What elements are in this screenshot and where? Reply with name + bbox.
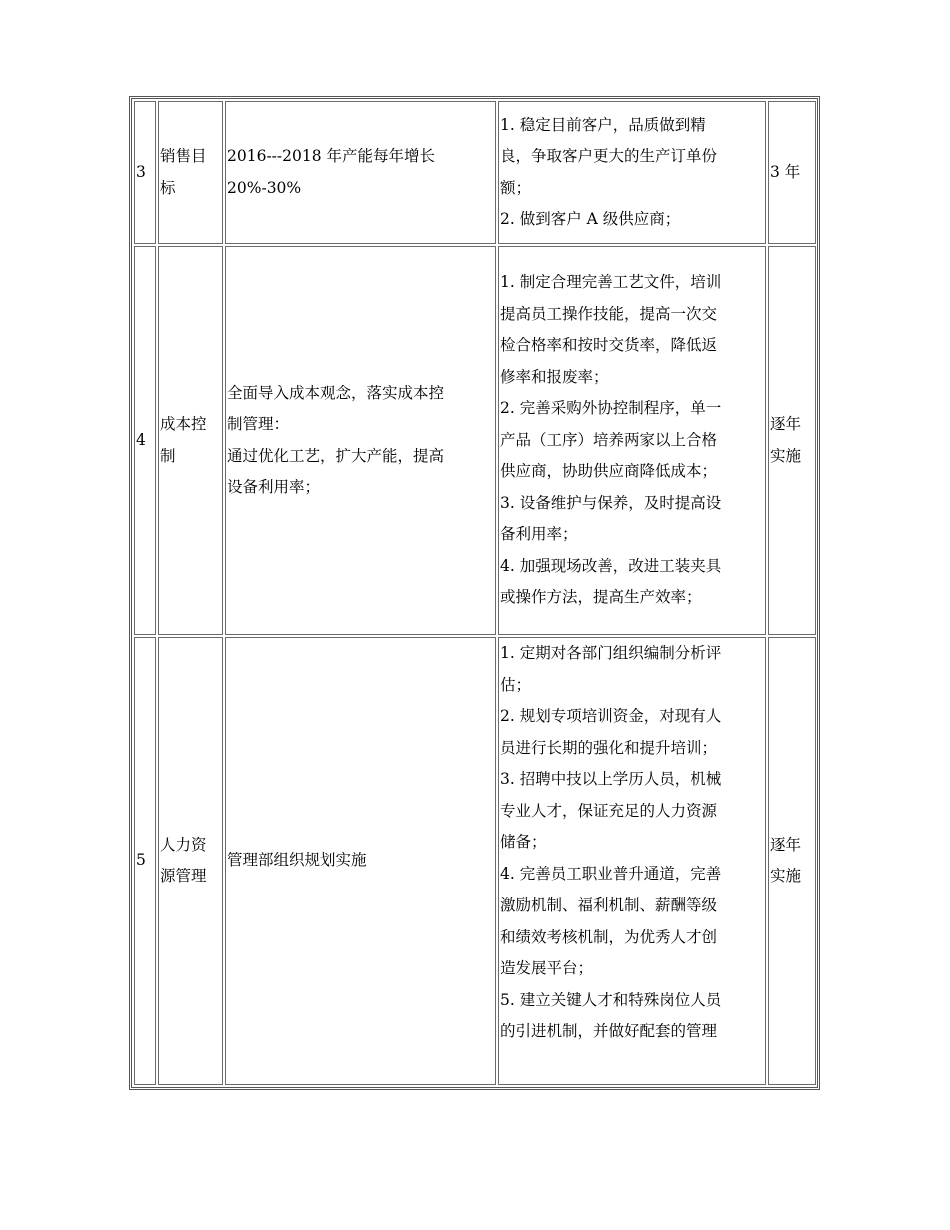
table-row [134, 101, 816, 244]
measure-line: 激励机制、福利机制、薪酬等级 [500, 896, 718, 914]
plan-table [132, 99, 818, 1087]
measure-line: 1. 定期对各部门组织编制分析评 [500, 644, 722, 662]
goal-line: 管理部组织规划实施 [227, 851, 367, 870]
measures-cell [498, 637, 766, 1085]
measures-cell [498, 246, 766, 635]
goal-line: 20%-30% [227, 178, 302, 197]
item-line: 制 [160, 446, 176, 465]
measure-line: 供应商，协助供应商降低成本； [500, 462, 718, 481]
measure-line: 额； [500, 178, 532, 197]
row-number: 5 [134, 637, 156, 1085]
table-row [134, 246, 816, 635]
measure-line: 专业人才，保证充足的人力资源 [500, 801, 718, 820]
measure-line: 员进行长期的强化和提升培训； [500, 738, 718, 757]
measure-line: 4. 完善员工职业普升通道，完善 [500, 864, 722, 883]
goal-line: 制管理： [227, 415, 290, 433]
goal-line: 通过优化工艺，扩大产能，提高 [227, 446, 445, 465]
measure-line: 或操作方法，提高生产效率； [500, 588, 702, 607]
measure-line: 2. 完善采购外协控制程序，单一 [500, 399, 722, 418]
measure-line: 2. 规划专项培训资金，对现有人 [500, 707, 722, 725]
goal-line: 全面导入成本观念，落实成本控 [227, 383, 445, 402]
measure-line: 和绩效考核机制，为优秀人才创 [500, 927, 718, 946]
measure-line: 3. 招聘中技以上学历人员，机械 [500, 770, 722, 788]
period-line: 逐年 [770, 835, 802, 854]
goal-line: 2016---2018 年产能每年增长 [227, 147, 436, 165]
goal-cell [225, 637, 496, 1085]
measure-line: 储备； [500, 833, 547, 851]
measure-line: 提高员工操作技能，提高一次交 [500, 304, 718, 323]
measure-line: 5. 建立关键人才和特殊岗位人员 [500, 990, 722, 1009]
measure-line: 产品（工序）培养两家以上合格 [500, 430, 718, 449]
item-cell [158, 637, 223, 1085]
period-cell [768, 637, 816, 1085]
row-number: 4 [134, 246, 156, 635]
item-line: 人力资 [160, 835, 207, 854]
goal-cell [225, 246, 496, 635]
measure-line: 备利用率； [500, 525, 578, 544]
row-number: 3 [134, 101, 156, 244]
period-line: 逐年 [770, 415, 802, 433]
measure-line: 的引进机制，并做好配套的管理 [500, 1022, 718, 1040]
item-line: 销售目 [160, 147, 207, 165]
measure-line: 良，争取客户更大的生产订单份 [500, 147, 718, 165]
item-cell [158, 246, 223, 635]
period-cell [768, 246, 816, 635]
measure-line: 检合格率和按时交货率，降低返 [500, 336, 718, 355]
goal-line: 设备利用率； [227, 478, 321, 496]
period-line: 实施 [770, 867, 802, 885]
measure-line: 估； [500, 675, 532, 694]
item-line: 源管理 [160, 867, 207, 885]
measures-cell [498, 101, 766, 244]
measure-line: 修率和报废率； [500, 367, 609, 386]
period-cell: 3 年 [768, 101, 816, 244]
goal-cell [225, 101, 496, 244]
period-line: 实施 [770, 446, 802, 465]
measure-line: 2. 做到客户 A 级供应商； [500, 210, 681, 228]
measure-line: 3. 设备维护与保养，及时提高设 [500, 493, 722, 512]
item-line: 成本控 [160, 415, 207, 433]
measure-line: 造发展平台； [500, 959, 594, 977]
measure-line: 1. 稳定目前客户，品质做到精 [500, 115, 706, 134]
item-line: 标 [160, 178, 176, 197]
table-row [134, 637, 816, 1085]
measure-line: 4. 加强现场改善，改进工装夹具 [500, 556, 722, 575]
measure-line: 1. 制定合理完善工艺文件，培训 [500, 273, 722, 292]
item-cell [158, 101, 223, 244]
